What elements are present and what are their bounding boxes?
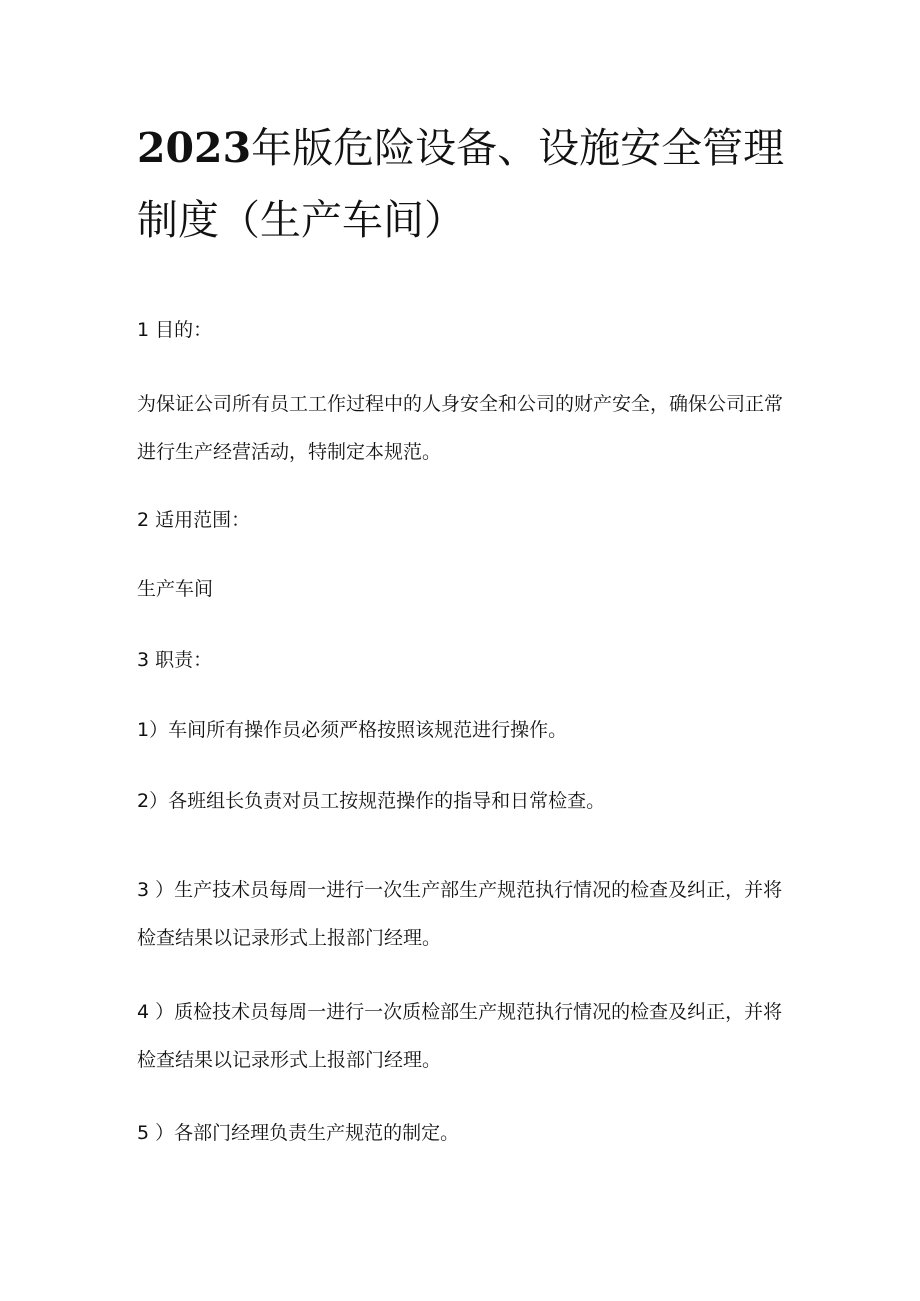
duty-item-3: 3 ）生产技术员每周一进行一次生产部生产规范执行情况的检查及纠正，并将检查结果以记录形式上报部门经理。	[137, 879, 783, 949]
section-heading-purpose: 1 目的：	[137, 319, 213, 341]
title-text: 年版危险设备、设施安全管理制度（生产车间）	[137, 124, 785, 244]
duty-item-5: 5 ）各部门经理负责生产规范的制定。	[137, 1122, 460, 1144]
purpose-paragraph: 为保证公司所有员工工作过程中的人身安全和公司的财产安全，确保公司正常进行生产经营活动，特制定本规范。	[137, 393, 784, 463]
section-heading-scope: 2 适用范围：	[137, 509, 251, 531]
document-title	[137, 112, 797, 256]
title-year: 2023	[137, 124, 252, 172]
duty-item-4: 4 ）质检技术员每周一进行一次质检部生产规范执行情况的检查及纠正，并将检查结果以记录形式上报部门经理。	[137, 1001, 783, 1071]
section-heading-duties: 3 职责：	[137, 649, 213, 671]
scope-paragraph: 生产车间	[137, 578, 214, 600]
duty-item-1: 1）车间所有操作员必须严格按照该规范进行操作。	[137, 719, 568, 741]
duty-item-2: 2）各班组长负责对员工按规范操作的指导和日常检查。	[137, 790, 606, 812]
